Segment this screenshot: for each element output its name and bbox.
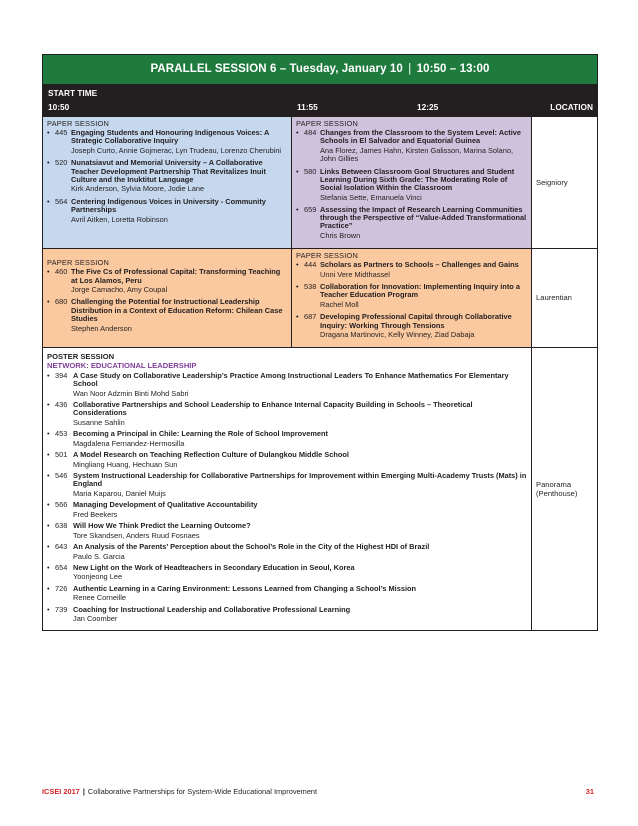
paper-authors: Stephen Anderson (71, 323, 132, 333)
bullet-icon: • (296, 282, 299, 292)
paper-title: Developing Professional Capital through Collaborative Inquiry: Working Through Tensions (320, 312, 512, 330)
paper-authors: Susanne Sahlin (73, 417, 125, 427)
paper-item (47, 606, 527, 624)
session-type: PAPER SESSION (47, 258, 110, 268)
session-row-seigniory (43, 116, 597, 248)
bullet-icon: • (47, 196, 50, 206)
location-cell: Panorama (Penthouse) (536, 479, 578, 498)
paper-number: 546 (55, 470, 68, 480)
paper-item (47, 585, 527, 603)
paper-number: 484 (304, 128, 317, 138)
paper-title: Collaborative Partnerships and School Leadership to Enhance Internal Capacity Building in Schools – Theoretical Considerations (73, 399, 473, 418)
start-time-label: START TIME (48, 88, 98, 98)
paper-number: 638 (55, 520, 68, 530)
paper-authors: Tore Skandsen, Anders Ruud Fosnaes (73, 530, 200, 540)
paper-item (47, 129, 287, 155)
bullet-icon: • (47, 604, 50, 614)
paper-item (296, 168, 527, 202)
paper-authors: Stefania Sette, Emanuela Vinci (320, 192, 422, 202)
paper-title: Coaching for Instructional Leadership and Collaborative Professional Learning (73, 604, 351, 614)
paper-number: 460 (55, 267, 68, 277)
paper-authors: Jorge Camacho, Amy Coupal (71, 285, 168, 295)
paper-title: Centering Indigenous Voices in University - Community Partnerships (71, 196, 266, 214)
paper-number: 453 (55, 429, 68, 439)
session-table (42, 54, 598, 631)
bullet-icon: • (47, 583, 50, 593)
paper-item (47, 298, 287, 332)
bullet-icon: • (47, 520, 50, 530)
paper-number: 436 (55, 399, 68, 409)
paper-authors: Mingliang Huang, Hechuan Sun (73, 459, 178, 469)
paper-authors: Chris Brown (320, 230, 361, 240)
paper-title: Assessing the Impact of Research Learning Communities through the Perspective of “Value-Added Transformational Practice” (320, 204, 527, 231)
paper-number: 501 (55, 450, 68, 459)
paper-number: 394 (55, 370, 68, 380)
session-type: PAPER SESSION (296, 119, 359, 128)
paper-session-block (292, 117, 532, 248)
paper-title: Will How We Think Predict the Learning Outcome? (73, 520, 251, 530)
footer-text: Collaborative Partnerships for System-Wide Educational Improvement (87, 787, 318, 796)
paper-number: 654 (55, 562, 68, 572)
paper-authors: Joseph Curto, Annie Gojmerac, Lyn Trudeau, Lorenzo Cherubini (71, 146, 282, 156)
paper-item (47, 372, 527, 398)
paper-title: Scholars as Partners to Schools – Challenges and Gains (320, 260, 519, 270)
time-slot-1: 10:50 (48, 102, 70, 112)
paper-authors: Magdalena Fernandez-Hermosilla (73, 438, 185, 448)
page-footer (42, 787, 594, 796)
paper-number: 687 (304, 312, 317, 322)
page-number: 31 (585, 787, 594, 796)
paper-item (47, 564, 527, 582)
paper-item (47, 268, 287, 294)
banner-separator: | (408, 63, 412, 75)
paper-title: The Five Cs of Professional Capital: Transforming Teaching at Los Alamos, Peru (71, 267, 281, 285)
paper-title: Authentic Learning in a Caring Environment: Lessons Learned from Changing a School’s Mission (73, 583, 417, 593)
paper-item (296, 261, 527, 279)
paper-item (47, 501, 527, 519)
session-time: 10:50 – 13:00 (416, 63, 490, 75)
paper-authors: Unni Vere Midthassel (320, 270, 390, 280)
paper-title: System Instructional Leadership for Collaborative Partnerships for Improvement within Emerging Multi-Academy Trusts (Mats) in England (73, 470, 527, 489)
bullet-icon: • (296, 312, 299, 322)
paper-authors: Jan Coomber (73, 614, 118, 624)
paper-title: Collaboration for Innovation: Implementing Inquiry into a Teacher Education Program (320, 282, 520, 300)
paper-item (296, 283, 527, 309)
paper-item (47, 543, 527, 561)
session-type: POSTER SESSION (47, 352, 115, 362)
paper-authors: Avril Aitken, Loretta Robinson (71, 214, 168, 224)
paper-title: New Light on the Work of Headteachers in Secondary Education in Seoul, Korea (73, 562, 355, 572)
bullet-icon: • (47, 562, 50, 572)
paper-authors: Kirk Anderson, Sylvia Moore, Jodie Lane (71, 184, 205, 194)
session-banner (43, 55, 597, 84)
paper-number: 520 (55, 158, 68, 168)
paper-session-block (43, 117, 292, 248)
paper-item (47, 401, 527, 427)
bullet-icon: • (47, 541, 50, 551)
location-header: LOCATION (550, 102, 593, 112)
paper-session-block (292, 249, 532, 347)
bullet-icon: • (47, 158, 50, 168)
bullet-icon: • (296, 128, 299, 138)
paper-authors: Wan Noor Adzmin Binti Mohd Sabri (73, 388, 189, 398)
bullet-icon: • (296, 260, 299, 270)
poster-session-block (43, 348, 532, 630)
paper-item (47, 522, 527, 540)
paper-title: Changes from the Classroom to the System Level: Active Schools in El Salvador and Equatorial Guinea (320, 128, 521, 146)
bullet-icon: • (47, 128, 50, 138)
paper-item (296, 206, 527, 240)
paper-item (47, 430, 527, 448)
session-row-poster (43, 347, 597, 630)
paper-title: Engaging Students and Honouring Indigenous Voices: A Strategic Collaborative Inquiry (71, 128, 270, 146)
paper-number: 680 (55, 297, 68, 307)
paper-title: Challenging the Potential for Instructional Leadership Distribution in a Context of Education Reform: Chilean Case Studies (71, 297, 283, 323)
session-type: PAPER SESSION (296, 251, 359, 261)
paper-item (47, 159, 287, 193)
bullet-icon: • (47, 429, 50, 439)
bullet-icon: • (47, 399, 50, 409)
paper-authors: Maria Kaparou, Daniel Muijs (73, 488, 166, 498)
footer-brand: ICSEI 2017 (42, 787, 80, 796)
paper-title: An Analysis of the Parents’ Perception about the School’s Role in the City of the Highest HDI of Brazil (73, 541, 430, 551)
paper-item (296, 129, 527, 163)
paper-title: Links Between Classroom Goal Structures and Student Learning During Sixth Grade: The Moderating Role of Social Isolation Within the Classroom (320, 166, 515, 192)
time-slot-3: 12:25 (417, 102, 439, 112)
bullet-icon: • (47, 267, 50, 277)
paper-number: 580 (304, 166, 317, 176)
paper-authors: Yoonjeong Lee (73, 572, 123, 582)
paper-number: 564 (55, 196, 68, 206)
session-type: PAPER SESSION (47, 119, 110, 128)
paper-authors: Rachel Moll (320, 300, 359, 310)
network-label: NETWORK: EDUCATIONAL LEADERSHIP (47, 360, 197, 370)
session-title: PARALLEL SESSION 6 – Tuesday, January 10 (150, 63, 403, 75)
paper-number: 659 (304, 204, 317, 214)
paper-session-block (43, 249, 292, 347)
paper-title: Becoming a Principal in Chile: Learning the Role of School Improvement (73, 429, 329, 439)
time-header (43, 84, 597, 116)
paper-number: 538 (304, 282, 317, 292)
paper-authors: Fred Beekers (73, 509, 118, 519)
paper-number: 566 (55, 500, 68, 510)
paper-title: A Case Study on Collaborative Leadership’s Practice Among Instructional Leaders To Enhance Mathematics For Elementary School (73, 370, 509, 389)
bullet-icon: • (47, 450, 50, 459)
paper-number: 726 (55, 583, 68, 593)
paper-title: Nunatsiavut and Memorial University – A Collaborative Teacher Development Partnership That Revitalizes Inuit Culture and the Inuktitut Language (71, 158, 266, 184)
paper-authors: Dragana Martinovic, Kelly Winney, Ziad Dabaja (320, 330, 475, 340)
bullet-icon: • (47, 297, 50, 307)
bullet-icon: • (296, 204, 299, 214)
time-slot-2: 11:55 (297, 102, 318, 112)
bullet-icon: • (47, 370, 50, 380)
bullet-icon: • (47, 470, 50, 480)
location-cell: Laurentian (536, 293, 572, 303)
bullet-icon: • (296, 166, 299, 176)
paper-number: 643 (55, 541, 68, 551)
paper-item (296, 313, 527, 339)
bullet-icon: • (47, 500, 50, 510)
paper-item (47, 451, 527, 469)
location-cell: Seigniory (536, 177, 568, 187)
paper-authors: Ana Florez, James Hahn, Kirsten Galisson, Marina Solano, John Gillies (320, 146, 514, 164)
paper-number: 444 (304, 260, 317, 270)
paper-number: 739 (55, 604, 68, 614)
footer-separator: | (82, 787, 85, 796)
paper-item (47, 198, 287, 224)
paper-authors: Paulo S. Garcia (73, 551, 125, 561)
paper-title: A Model Research on Teaching Reflection Culture of Dulangkou Middle School (73, 450, 349, 459)
paper-item (47, 472, 527, 498)
paper-authors: Renee Corneille (73, 593, 126, 603)
session-row-laurentian (43, 248, 597, 347)
paper-title: Managing Development of Qualitative Accountability (73, 500, 258, 510)
paper-number: 445 (55, 128, 68, 138)
